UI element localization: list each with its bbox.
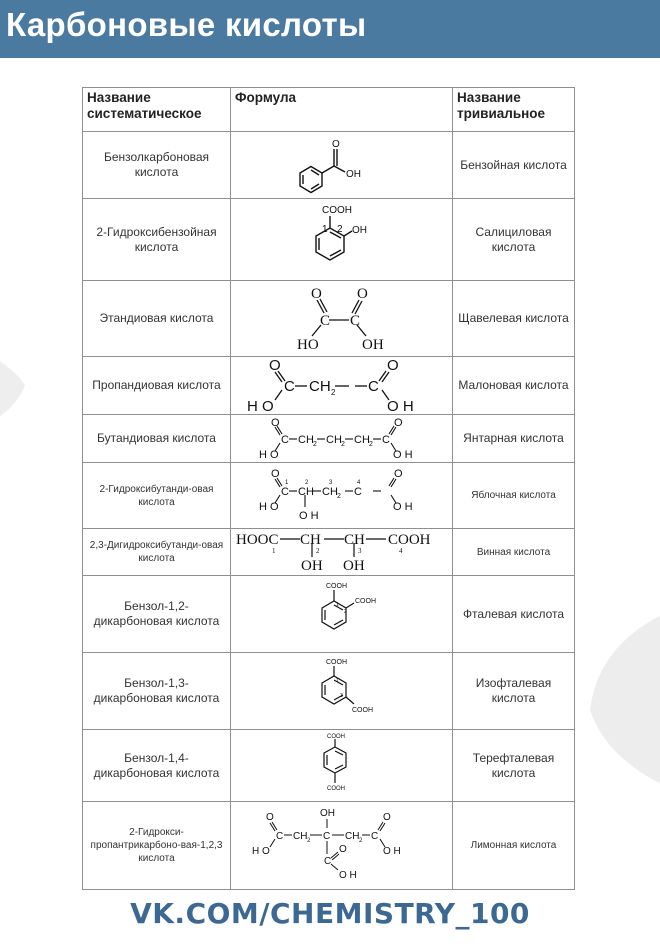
svg-text:C: C <box>370 830 378 842</box>
svg-text:4: 4 <box>398 547 402 555</box>
acids-table <box>82 87 575 890</box>
malic-acid-structure <box>247 465 437 527</box>
svg-text:COOH: COOH <box>326 785 345 792</box>
table-header-row <box>83 88 575 132</box>
formula-cell <box>231 576 453 653</box>
systematic-name: 2,3-Дигидроксибутанди-овая кислота <box>83 529 231 576</box>
systematic-name: Этандиовая кислота <box>83 281 231 357</box>
svg-text:COOH: COOH <box>325 659 347 666</box>
svg-text:O: O <box>393 416 403 429</box>
svg-text:O: O <box>386 357 399 374</box>
svg-text:1: 1 <box>284 479 288 486</box>
svg-text:C: C <box>349 312 360 329</box>
trivial-name: Винная кислота <box>453 529 575 576</box>
table-row <box>83 802 575 890</box>
column-header-trivial: Название тривиальное <box>453 88 575 132</box>
svg-text:O: O <box>393 467 403 480</box>
svg-text:H O: H O <box>258 500 279 513</box>
svg-text:O H: O H <box>392 500 413 513</box>
benzoic-acid-structure <box>282 135 402 195</box>
svg-text:CH: CH <box>343 532 365 548</box>
salicylic-acid-structure <box>282 202 402 277</box>
phthalic-acid-structure <box>282 578 402 650</box>
svg-text:4: 4 <box>356 479 360 486</box>
svg-text:OH: OH <box>361 336 384 353</box>
trivial-name: Салициловая кислота <box>453 199 575 281</box>
svg-text:COOH: COOH <box>321 205 352 216</box>
formula-cell <box>231 281 453 357</box>
formula-cell <box>231 802 453 890</box>
svg-text:HO: HO <box>296 336 319 353</box>
svg-text:O: O <box>338 843 347 855</box>
svg-text:C: C <box>280 433 289 446</box>
svg-text:CH: CH <box>344 830 359 842</box>
svg-text:3: 3 <box>339 693 343 699</box>
column-header-systematic: Название систематическое <box>83 88 231 132</box>
systematic-name: Бензолкарбоновая кислота <box>83 132 231 199</box>
svg-text:2: 2 <box>304 479 308 486</box>
trivial-name: Малоновая кислота <box>453 357 575 415</box>
isophthalic-acid-structure <box>282 655 402 727</box>
svg-text:O: O <box>268 357 281 374</box>
table-row <box>83 463 575 529</box>
table-row <box>83 529 575 576</box>
svg-text:COOH: COOH <box>325 583 347 590</box>
svg-text:C: C <box>275 830 283 842</box>
column-header-formula: Формула <box>231 88 453 132</box>
systematic-name: 2-Гидроксибутанди-овая кислота <box>83 463 231 529</box>
svg-text:H O: H O <box>258 448 279 461</box>
trivial-name: Терефталевая кислота <box>453 730 575 802</box>
formula-cell <box>231 730 453 802</box>
svg-text:2: 2 <box>330 387 335 397</box>
svg-text:OH: OH <box>319 807 335 819</box>
svg-text:OH: OH <box>300 558 323 574</box>
svg-text:C: C <box>283 377 295 395</box>
svg-text:C: C <box>323 855 331 867</box>
tartaric-acid-structure <box>232 529 452 575</box>
svg-text:CH: CH <box>353 433 370 446</box>
svg-text:CH: CH <box>299 532 321 548</box>
page-title: Карбоновые кислоты <box>6 6 367 43</box>
svg-text:O H: O H <box>338 869 357 881</box>
formula-cell <box>231 415 453 463</box>
systematic-name: Бензол-1,2-дикарбоновая кислота <box>83 576 231 653</box>
svg-text:O: O <box>265 811 274 823</box>
formula-cell <box>231 653 453 730</box>
svg-text:O: O <box>382 811 391 823</box>
trivial-name: Бензойная кислота <box>453 132 575 199</box>
svg-text:O: O <box>356 285 368 302</box>
svg-text:COOH: COOH <box>387 532 431 548</box>
svg-text:3: 3 <box>357 547 361 555</box>
svg-text:2: 2 <box>312 440 317 448</box>
systematic-name: Бензол-1,4-дикарбоновая кислота <box>83 730 231 802</box>
systematic-name: Бензол-1,3-дикарбоновая кислота <box>83 653 231 730</box>
table-row <box>83 281 575 357</box>
trivial-name: Янтарная кислота <box>453 415 575 463</box>
background-decoration-right <box>580 600 660 800</box>
trivial-name: Лимонная кислота <box>453 802 575 890</box>
table-row <box>83 653 575 730</box>
svg-text:1: 1 <box>271 547 275 555</box>
svg-text:C: C <box>353 485 362 498</box>
svg-text:O H: O H <box>386 397 414 414</box>
svg-text:C: C <box>381 433 390 446</box>
svg-text:CH: CH <box>308 377 331 395</box>
trivial-name: Изофталевая кислота <box>453 653 575 730</box>
svg-text:2: 2 <box>340 440 345 448</box>
svg-text:O H: O H <box>392 448 413 461</box>
table-row <box>83 199 575 281</box>
svg-text:CH: CH <box>297 433 314 446</box>
background-decoration-left <box>0 330 30 450</box>
svg-text:HOOC: HOOC <box>235 532 279 548</box>
trivial-name: Фталевая кислота <box>453 576 575 653</box>
svg-text:O H: O H <box>382 845 401 857</box>
svg-text:COOH: COOH <box>351 707 373 714</box>
svg-text:CH: CH <box>297 485 314 498</box>
svg-text:CH: CH <box>325 433 342 446</box>
formula-cell <box>231 199 453 281</box>
svg-text:O: O <box>270 467 280 480</box>
svg-text:2: 2 <box>315 547 319 555</box>
header-banner <box>0 0 660 58</box>
svg-text:2: 2 <box>336 492 341 500</box>
terephthalic-acid-structure <box>282 731 402 801</box>
svg-text:1: 1 <box>321 224 328 235</box>
svg-text:1: 1 <box>335 678 339 684</box>
table-row <box>83 730 575 802</box>
svg-text:O: O <box>331 139 340 150</box>
malonic-acid-structure <box>237 358 447 414</box>
svg-text:H O: H O <box>251 845 270 857</box>
svg-text:OH: OH <box>351 225 367 236</box>
systematic-name: Бутандиовая кислота <box>83 415 231 463</box>
systematic-name: Пропандиовая кислота <box>83 357 231 415</box>
svg-text:2: 2 <box>358 837 362 844</box>
oxalic-acid-structure <box>267 283 417 355</box>
formula-cell <box>231 357 453 415</box>
svg-text:CH: CH <box>292 830 307 842</box>
svg-text:C: C <box>322 830 330 842</box>
svg-text:1: 1 <box>335 602 339 608</box>
svg-text:OH: OH <box>342 558 365 574</box>
svg-text:O: O <box>270 416 280 429</box>
succinic-acid-structure <box>247 416 437 462</box>
citric-acid-structure <box>242 804 442 888</box>
svg-text:2: 2 <box>336 224 343 235</box>
table-row <box>83 357 575 415</box>
svg-text:COOH: COOH <box>326 733 345 740</box>
svg-text:3: 3 <box>328 479 332 486</box>
svg-text:O: O <box>310 285 322 302</box>
trivial-name: Яблочная кислота <box>453 463 575 529</box>
svg-text:2: 2 <box>368 440 373 448</box>
svg-text:C: C <box>367 377 379 395</box>
formula-cell <box>231 132 453 199</box>
svg-text:C: C <box>280 485 289 498</box>
svg-text:OH: OH <box>345 169 361 180</box>
table-row <box>83 132 575 199</box>
svg-text:2: 2 <box>343 609 347 615</box>
svg-text:O H: O H <box>298 509 319 522</box>
systematic-name: 2-Гидрокси-пропантрикарбоно-вая-1,2,3 кислота <box>83 802 231 890</box>
trivial-name: Щавелевая кислота <box>453 281 575 357</box>
svg-text:COOH: COOH <box>354 598 376 605</box>
svg-text:CH: CH <box>321 485 338 498</box>
formula-cell <box>231 529 453 576</box>
systematic-name: 2-Гидроксибензойная кислота <box>83 199 231 281</box>
formula-cell <box>231 463 453 529</box>
table-row <box>83 576 575 653</box>
svg-text:H O: H O <box>246 397 274 414</box>
footer-watermark: VK.COM/CHEMISTRY_100 <box>130 897 530 930</box>
table-row <box>83 415 575 463</box>
svg-text:C: C <box>319 312 330 329</box>
svg-text:2: 2 <box>306 837 310 844</box>
